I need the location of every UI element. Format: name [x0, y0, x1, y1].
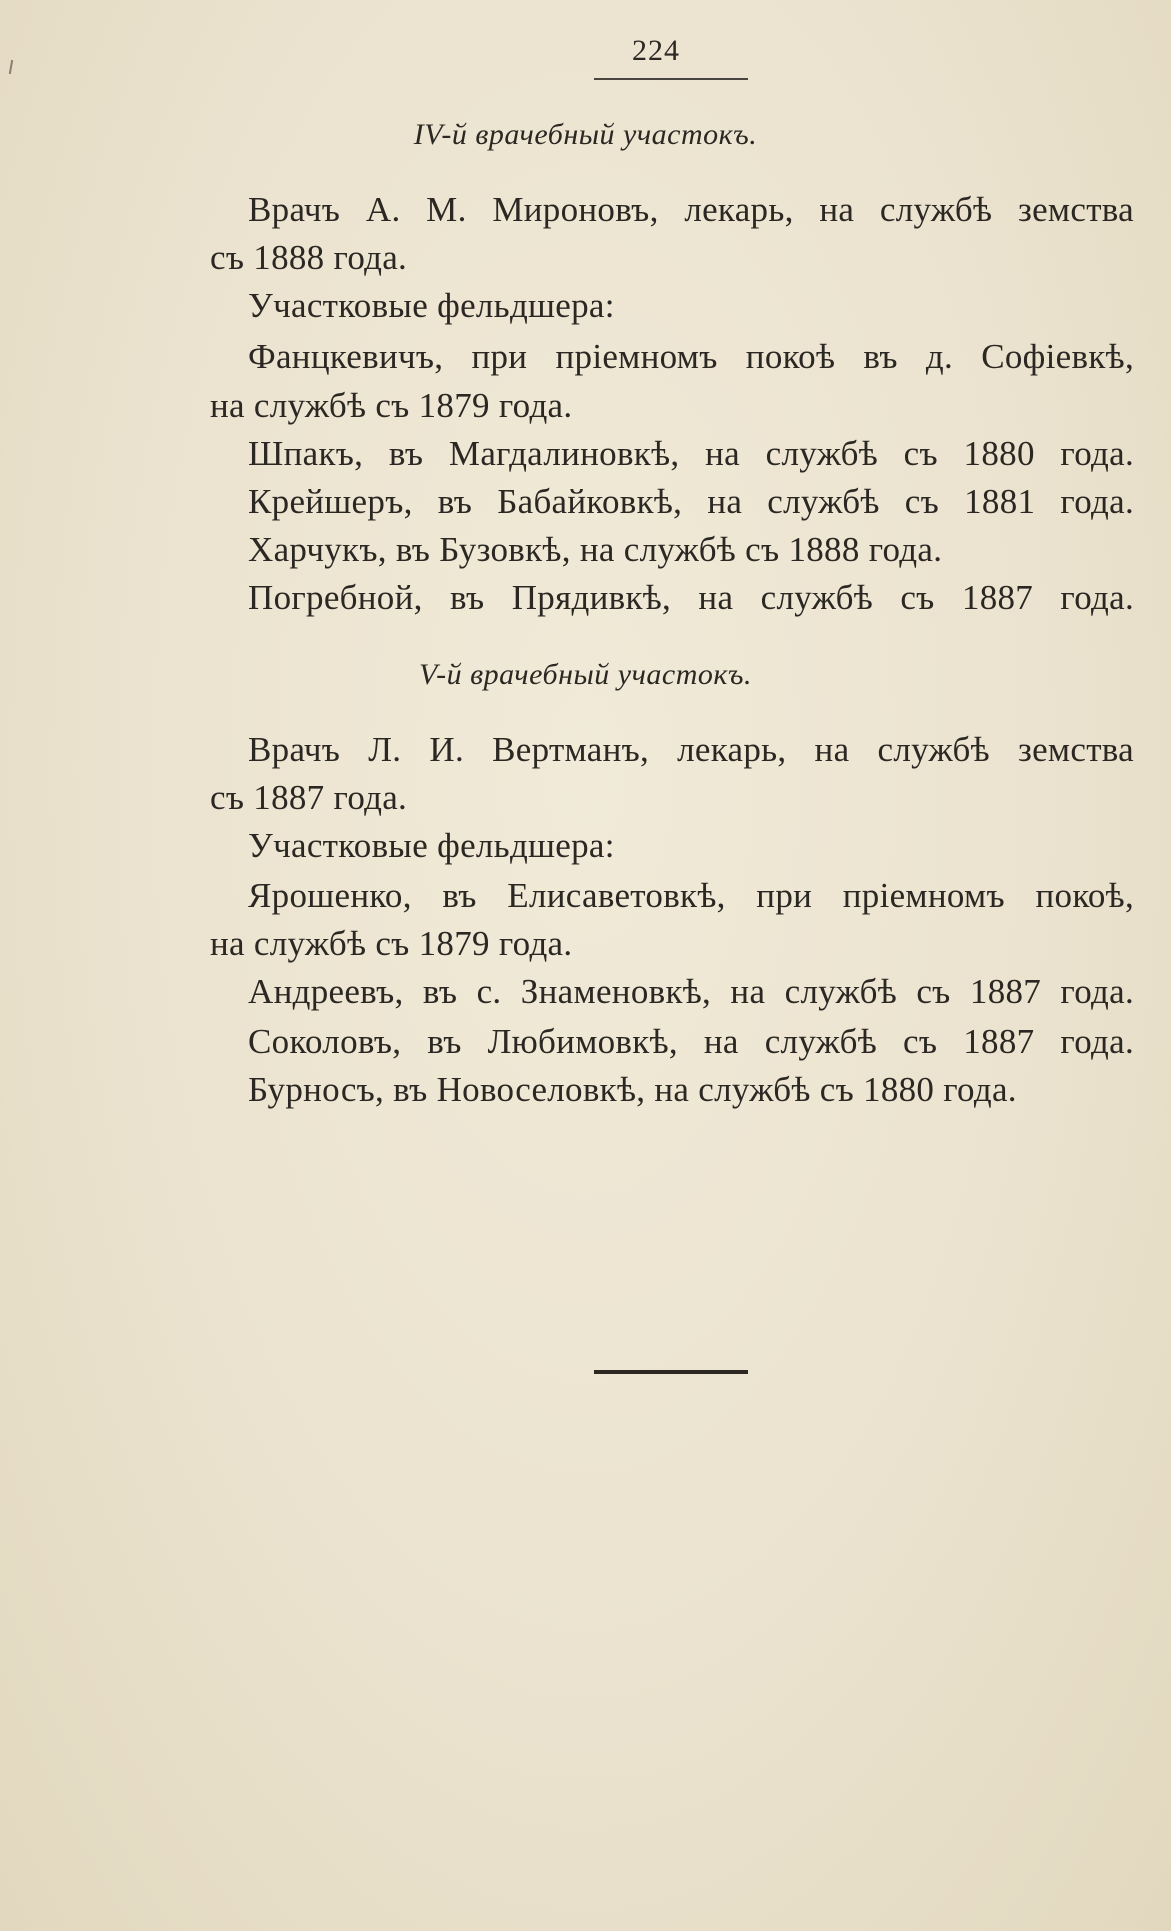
doctor-line: Врачъ Л. И. Вертманъ, лекарь, на службѣ земства — [248, 730, 1134, 769]
feldsher-entry-continuation: на службѣ съ 1879 года. — [210, 924, 573, 963]
feldsher-entry: Погребной, въ Прядивкѣ, на службѣ съ 1887 года. — [248, 578, 1134, 617]
doctor-line-continuation: съ 1888 года. — [210, 238, 408, 277]
feldsher-entry-continuation: на службѣ съ 1879 года. — [210, 386, 573, 425]
feldsher-entry: Харчукъ, въ Бузовкѣ, на службѣ съ 1888 года. — [248, 530, 943, 569]
doctor-line: Врачъ А. М. Мироновъ, лекарь, на службѣ земства — [248, 190, 1134, 229]
doctor-line-continuation: съ 1887 года. — [210, 778, 408, 817]
section-heading-iv: IV-й врачебный участокъ. — [413, 118, 758, 151]
feldsher-heading: Участковые фельдшера: — [248, 286, 615, 325]
end-rule — [594, 1370, 748, 1374]
feldsher-entry: Бурносъ, въ Новоселовкѣ, на службѣ съ 1880 года. — [248, 1070, 1017, 1109]
margin-mark — [9, 60, 13, 74]
feldsher-entry: Соколовъ, въ Любимовкѣ, на службѣ съ 1887 года. — [248, 1022, 1134, 1061]
feldsher-entry: Крейшеръ, въ Бабайковкѣ, на службѣ съ 1881 года. — [248, 482, 1134, 521]
feldsher-entry: Андреевъ, въ с. Знаменовкѣ, на службѣ съ 1887 года. — [248, 972, 1134, 1011]
page-number-rule — [594, 78, 748, 80]
feldsher-entry: Шпакъ, въ Магдалиновкѣ, на службѣ съ 1880 года. — [248, 434, 1134, 473]
section-heading-v: V-й врачебный участокъ. — [418, 658, 753, 691]
feldsher-entry: Фанцкевичъ, при пріемномъ покоѣ въ д. Софіевкѣ, — [248, 337, 1134, 376]
page-number: 224 — [632, 34, 680, 67]
feldsher-heading: Участковые фельдшера: — [248, 826, 615, 865]
feldsher-entry: Ярошенко, въ Елисаветовкѣ, при пріемномъ покоѣ, — [248, 876, 1134, 915]
